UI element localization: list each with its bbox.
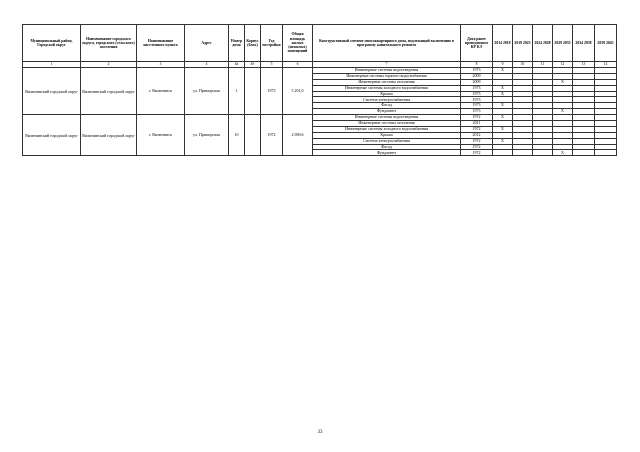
element-name: Крыша — [313, 132, 461, 138]
mark-cell: X — [553, 150, 573, 156]
house-cell: 10 — [229, 115, 245, 156]
mun-cell: Вилючинский городской округ — [23, 68, 81, 115]
settlement-cell: Вилючинский городской округ — [81, 68, 137, 115]
mark-cell: X — [553, 79, 573, 85]
house-cell: 1 — [229, 68, 245, 115]
page-number: 33 — [317, 430, 323, 435]
mark-cell: X — [493, 91, 513, 97]
column-number-row: 1 2 3 4 4а 4б 5 6 7 8 9 10 11 12 13 14 — [23, 62, 617, 68]
mark-cell: X — [553, 109, 573, 115]
last-repair-date: 1972 — [461, 126, 493, 132]
element-name: Инженерные системы водоотведения — [313, 115, 461, 121]
col-period-3: 2024 2028 — [533, 25, 553, 62]
last-repair-date: 2009 — [461, 79, 493, 85]
element-name: Инженерные системы холодного водоснабжения — [313, 85, 461, 91]
col-settlement-header: Наименование городского округа, городского (сельского) поселения — [81, 25, 137, 62]
year-cell: 1973 — [261, 68, 283, 115]
col-element-header: Конструктивный элемент многоквартирного дома, подлежащий включению в программу капитального ремонта — [313, 25, 461, 62]
element-name: Инженерные системы отопления — [313, 79, 461, 85]
col-mun-header: Муниципальный район, Городской округ — [23, 25, 81, 62]
locality-cell: г. Вилючинск — [137, 115, 185, 156]
last-repair-date: 1972 — [461, 150, 493, 156]
last-repair-date: 1972 — [461, 138, 493, 144]
col-period-5: 2034 2038 — [573, 25, 595, 62]
last-repair-date: 1973 — [461, 85, 493, 91]
korpus-cell — [245, 68, 261, 115]
korpus-cell — [245, 115, 261, 156]
last-repair-date: 1973 — [461, 68, 493, 74]
locality-cell: г. Вилючинск — [137, 68, 185, 115]
col-area-header: Общая площадь жилых (нежилых) помещений — [283, 25, 313, 62]
col-house-header: Номер дома — [229, 25, 245, 62]
element-name: Фасад — [313, 144, 461, 150]
last-repair-date: 2012 — [461, 132, 493, 138]
col-last-repair-header: Дата ранее проведенного КР КЭ — [461, 25, 493, 62]
mark-cell: X — [493, 138, 513, 144]
mark-cell: X — [493, 126, 513, 132]
mun-cell: Вилючинский городской округ — [23, 115, 81, 156]
area-cell: 2 690,6 — [283, 115, 313, 156]
last-repair-date: 1973 — [461, 91, 493, 97]
element-name: Инженерные системы водоотведения — [313, 68, 461, 74]
last-repair-date: 1973 — [461, 103, 493, 109]
last-repair-date: 1973 — [461, 97, 493, 103]
element-name: Инженерные системы холодного водоснабжения — [313, 126, 461, 132]
street-cell: ул. Приморская — [185, 68, 229, 115]
element-name: Инженерные системы горячего водоснабжения — [313, 73, 461, 79]
col-period-2: 2019 2023 — [513, 25, 533, 62]
element-name: Фасад — [313, 103, 461, 109]
year-cell: 1972 — [261, 115, 283, 156]
last-repair-date: 1972 — [461, 144, 493, 150]
last-repair-date: 2009 — [461, 73, 493, 79]
col-address-header: Адрес — [185, 25, 229, 62]
street-cell: ул. Приморская — [185, 115, 229, 156]
element-name: Инженерные системы отопления — [313, 121, 461, 127]
capital-repair-register-table — [22, 24, 617, 156]
element-name: Фундамент — [313, 150, 461, 156]
mark-cell: X — [493, 115, 513, 121]
col-locality-header: Наименование населенного пункта — [137, 25, 185, 62]
col-period-1: 2014 2018 — [493, 25, 513, 62]
col-year-header: Год постройки — [261, 25, 283, 62]
mark-cell: X — [493, 85, 513, 91]
settlement-cell: Вилючинский городской округ — [81, 115, 137, 156]
col-korpus-header: Корпус (блок) — [245, 25, 261, 62]
last-repair-date: 2011 — [461, 121, 493, 127]
col-period-4: 2029 2033 — [553, 25, 573, 62]
last-repair-date: 1973 — [461, 109, 493, 115]
mark-cell: X — [493, 68, 513, 74]
area-cell: 5 201,0 — [283, 68, 313, 115]
element-name: Система электроснабжения — [313, 138, 461, 144]
last-repair-date: 1972 — [461, 115, 493, 121]
element-name: Крыша — [313, 91, 461, 97]
mark-cell: X — [493, 103, 513, 109]
col-period-6: 2039 2043 — [595, 25, 617, 62]
element-name: Система электроснабжения — [313, 97, 461, 103]
element-name: Фундамент — [313, 109, 461, 115]
